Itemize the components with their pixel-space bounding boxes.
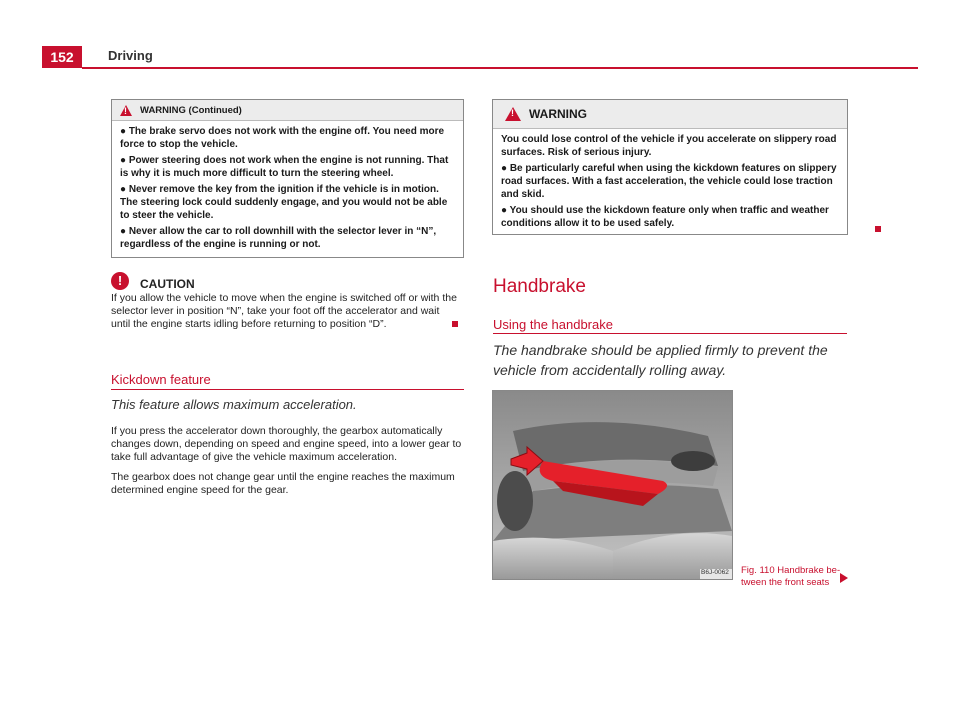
section-heading-using-handbrake: Using the handbrake [493, 317, 613, 332]
chapter-title: Driving [108, 48, 153, 63]
end-of-section-marker [452, 321, 458, 327]
section-rule [493, 333, 847, 334]
figure-code: B6J-0062 [701, 569, 729, 576]
handbrake-figure [492, 390, 733, 580]
caution-title: CAUTION [140, 277, 195, 291]
figure-caption-line: tween the front seats [741, 577, 830, 588]
caution-text [111, 292, 461, 338]
warning-bullet: ● Power steering does not work when the engine is not running. That is why it is much more difficult to turn the steering wheel. [120, 155, 449, 179]
handbrake-illustration [493, 391, 732, 579]
warning-header [493, 100, 847, 129]
section-rule [111, 389, 464, 390]
warning-body [493, 129, 847, 237]
kickdown-paragraph: If you press the accelerator down thoroughly, the gearbox automatically changes down, depending on speed and engine speed, into a lower gear to take full advantage of give the vehicle maximum acceleration. [111, 425, 462, 463]
figure-caption [741, 565, 840, 589]
kickdown-body [111, 425, 463, 504]
warning-intro: You could lose control of the vehicle if you accelerate on slippery road surfaces. Risk of serious injury. [501, 134, 837, 158]
chapter-heading-handbrake: Handbrake [493, 276, 586, 297]
page-number: 152 [42, 46, 82, 68]
warning-triangle-icon [120, 105, 132, 116]
warning-bullet: ● Never remove the key from the ignition if the vehicle is in motion. The steering lock could suddenly engage, and you would not be able to steer the vehicle. [120, 184, 448, 221]
section-heading-kickdown: Kickdown feature [111, 372, 211, 387]
warning-bullet: ● You should use the kickdown feature only when traffic and weather conditions allow it to be used safely. [501, 205, 829, 229]
caution-paragraph: If you allow the vehicle to move when the engine is switched off or with the selector lever in position “N”, take your foot off the accelerator and wait until the engine starts idling before returning to position “D”. [111, 292, 457, 330]
header-rule [82, 67, 918, 69]
caution-exclamation-icon: ! [111, 272, 129, 290]
warning-bullet: ● The brake servo does not work with the engine off. You need more force to stop the vehicle. [120, 126, 445, 150]
warning-continued-box [111, 99, 464, 258]
warning-title: WARNING [529, 107, 587, 121]
warning-triangle-icon [505, 107, 521, 121]
handbrake-lead: The handbrake should be applied firmly to prevent the vehicle from accidentally rolling away. [493, 342, 828, 378]
warning-continued-body [112, 121, 463, 258]
warning-continued-header [112, 100, 463, 121]
warning-bullet: ● Be particularly careful when using the kickdown features on slippery road surfaces. With a fast acceleration, the vehicle could lose traction and skid. [501, 163, 837, 200]
red-arrow-right-icon [840, 573, 848, 583]
kickdown-lead: This feature allows maximum acceleration. [111, 397, 357, 412]
figure-caption-line: Fig. 110 Handbrake be- [741, 565, 841, 576]
warning-box [492, 99, 848, 235]
warning-continued-title: WARNING (Continued) [140, 104, 242, 116]
kickdown-paragraph: The gearbox does not change gear until the engine reaches the maximum determined engine speed for the gear. [111, 471, 455, 496]
end-of-section-marker [875, 226, 881, 232]
warning-bullet: ● Never allow the car to roll downhill with the selector lever in “N”, regardless of the engine is running or not. [120, 226, 437, 250]
